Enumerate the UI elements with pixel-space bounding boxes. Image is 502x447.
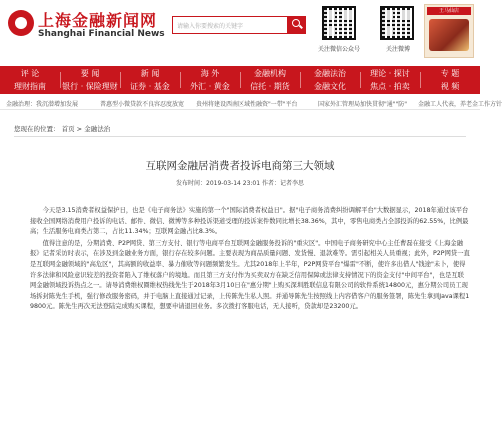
nav-item-7[interactable] <box>360 66 420 94</box>
breadcrumb-prefix: 您现在的位置： <box>14 125 60 133</box>
nav-item-label[interactable]: 海 外 <box>200 69 220 78</box>
weibo-qr-label: 关注微博 <box>385 46 410 53</box>
logo-chinese-name: 上海金融新闻网 <box>38 11 158 30</box>
search-input[interactable]: 请输入你要搜索的关键字 <box>172 16 288 34</box>
main-nav <box>0 66 480 94</box>
ticker-item[interactable]: 贵州将建设西南区域性融资"一带"平台 <box>196 101 298 108</box>
wechat-qr-code <box>322 6 356 40</box>
nav-item-sublabel[interactable]: 银行 · 保险理财 <box>62 82 118 91</box>
site-logo[interactable] <box>8 8 168 48</box>
site-header <box>0 0 480 62</box>
nav-item-1[interactable] <box>0 66 60 94</box>
ticker-item[interactable]: 国家外汇管理局加快贯彻"通""防" <box>318 101 408 108</box>
search-icon <box>292 19 300 27</box>
news-ticker <box>0 96 502 110</box>
nav-item-sublabel[interactable]: 信托 · 期货 <box>250 82 290 91</box>
nav-item-5[interactable] <box>240 66 300 94</box>
breadcrumb <box>14 124 110 133</box>
ad-title: 王马仙店 <box>427 7 471 15</box>
nav-item-2[interactable] <box>60 66 120 94</box>
nav-item-4[interactable] <box>180 66 240 94</box>
nav-item-label[interactable]: 评 论 <box>20 69 40 78</box>
nav-item-3[interactable] <box>120 66 180 94</box>
nav-item-sublabel[interactable]: 理财指南 <box>14 82 46 91</box>
nav-item-sublabel[interactable]: 焦点 · 拍卖 <box>370 82 410 91</box>
article-meta: 发布时间：2019-03-14 23:01 作者：记者李思 <box>176 180 304 187</box>
nav-item-label[interactable]: 金融法治 <box>314 69 346 78</box>
nav-item-sublabel[interactable]: 外汇 · 黄金 <box>190 82 230 91</box>
article-body <box>30 206 470 314</box>
ticker-item[interactable]: 金融治理：我沉潜增加发展 <box>6 101 79 108</box>
weibo-qr-code <box>380 6 414 40</box>
nav-item-label[interactable]: 要 闻 <box>80 69 100 78</box>
ad-image <box>429 19 469 51</box>
article-paragraph: 今天是3.15消费者权益保护日，也是《电子商务法》实施的第一个"国际消费者权益日"。据"电子商务消费纠纷调解平台"大数据显示，2018年通过该平台接收全国网络消费用户投诉的电话、邮件、微信、微博等多种投诉渠道受理的投诉案件数同比增长38.36%，其中，零售电商类占全部投诉的62.55%，比例最高；生活服务电商类占第二，占比11.34%；互联网金融占比8.3%。 <box>30 207 469 236</box>
nav-item-label[interactable]: 理论 · 探讨 <box>370 69 410 78</box>
logo-english-name: Shanghai Financial News <box>38 29 165 39</box>
nav-item-label[interactable]: 专 题 <box>440 69 460 78</box>
breadcrumb-divider <box>14 136 466 137</box>
ticker-item[interactable]: 金融工人代表，养老金工作方针 <box>418 101 502 108</box>
search-button[interactable] <box>288 16 306 34</box>
nav-item-8[interactable] <box>420 66 480 94</box>
breadcrumb-section-link[interactable]: 金融法治 <box>84 125 111 133</box>
ticker-item[interactable]: 普惠型小微贷款不良容忍度放宽 <box>100 101 185 108</box>
wechat-qr-label: 关注微信公众号 <box>317 46 360 53</box>
nav-item-sublabel[interactable]: 视 频 <box>440 82 460 91</box>
nav-item-sublabel[interactable]: 证券 · 基金 <box>130 82 170 91</box>
breadcrumb-separator: > <box>76 125 83 133</box>
nav-item-label[interactable]: 新 闻 <box>140 69 160 78</box>
nav-item-6[interactable] <box>300 66 360 94</box>
article-paragraph: 值得注意的是，分期消费、P2P网贷、第三方支付、银行等电商平台互联网金融服务投诉的"重灾区"。中国电子商务研究中心主任曹磊在接受《上海金融报》记者采访时表示，在涉及到金融业务方面，银行存在较多问题。主要表现为商品质量问题、发货慢、退款难等。需引起相关人员重视；此外，P2P网贷一直是互联网金融领域的"高危区"，其高额的收益率、暴力催收等问题频繁发生。尤其2018年上半年，P2P网贷平台"爆雷"不断，使许多出借人"钱途"未卜，使得许多法律和风险意识较差的投资者陷入了维权落户的境地。而且第三方支付作为买卖双方在缺乏信用保障或法律支持情况下的资金支付"中间平台"，也是互联网金融领域投诉热点之一。请导消费维权圈维权热线先生于2018年3月10日在"惠分期"上购买深圳胜联信息有限公司的软件系统14800元，惠分期公司员工现场拆封陈先生手机，强行修改服务密码，并于电脑上直接通过记录，上传陈先生私人照。并通导陈先生按照线上内容借客户的服务签署，陈先生拿到Java课程19800元。陈先生再次无法登陆完成购买课程，想要申请退回业务。多次拨打客服电话，无人接听，贷款却是23200元。 <box>30 239 470 311</box>
nav-item-label[interactable]: 金融机构 <box>254 69 286 78</box>
logo-emblem-icon <box>8 10 34 36</box>
nav-item-sublabel[interactable]: 金融文化 <box>314 82 346 91</box>
header-ad-banner[interactable] <box>424 4 474 58</box>
article-title: 互联网金融居消费者投诉电商第三大领域 <box>145 160 335 172</box>
breadcrumb-home-link[interactable]: 首页 <box>61 125 75 133</box>
